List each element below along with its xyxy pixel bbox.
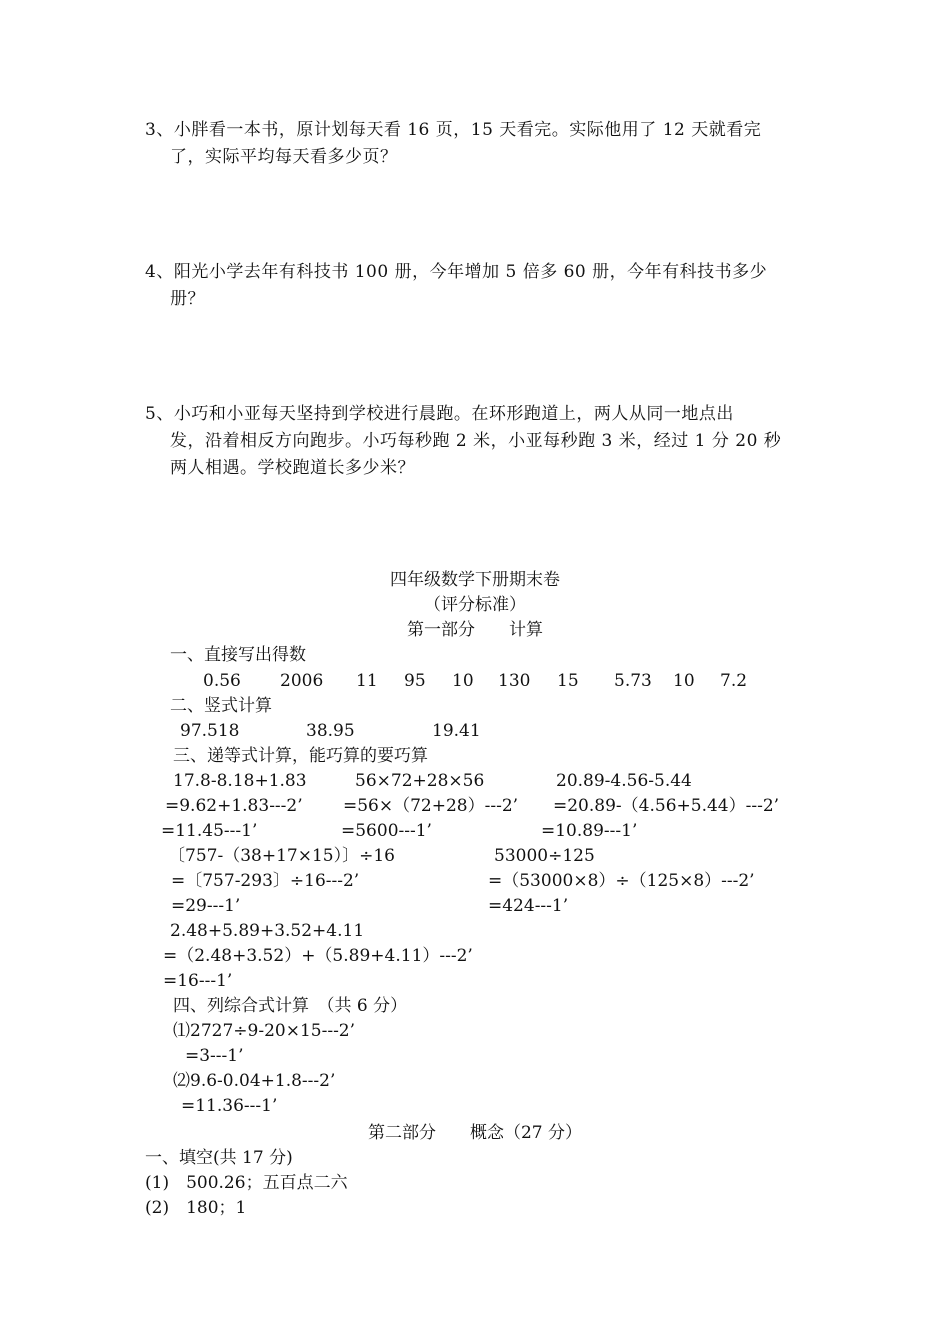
s4-line: =11.36---1’ bbox=[181, 1096, 278, 1116]
question-4-line-1: 4、阳光小学去年有科技书 100 册，今年增加 5 倍多 60 册，今年有科技书多少 bbox=[145, 262, 768, 282]
question-5-line-1: 5、小巧和小亚每天坚持到学校进行晨跑。在环形跑道上，两人从同一地点出 bbox=[145, 404, 734, 424]
section-1-heading: 一、直接写出得数 bbox=[170, 645, 306, 665]
question-5-line-2: 发，沿着相反方向跑步。小巧每秒跑 2 米，小亚每秒跑 3 米，经过 1 分 20 秒 bbox=[170, 431, 782, 451]
s3-step: =9.62+1.83---2’ bbox=[165, 796, 303, 816]
s2-answer: 19.41 bbox=[432, 721, 481, 741]
s3-step: =〔757-293〕÷16---2’ bbox=[171, 871, 360, 891]
section-3-heading: 三、递等式计算，能巧算的要巧算 bbox=[173, 746, 428, 766]
s1-answer: 0.56 bbox=[203, 671, 241, 691]
s3-step: =10.89---1’ bbox=[541, 821, 638, 841]
s3-step: 56×72+28×56 bbox=[355, 771, 485, 791]
s2-answer: 38.95 bbox=[306, 721, 355, 741]
question-3-line-1: 3、小胖看一本书，原计划每天看 16 页，15 天看完。实际他用了 12 天就看完 bbox=[145, 120, 762, 140]
s3-step: =（53000×8）÷（125×8）---2’ bbox=[488, 871, 755, 891]
s3-step: =29---1’ bbox=[171, 896, 241, 916]
part-1-heading: 第一部分 计算 bbox=[407, 620, 543, 640]
s3-step: =11.45---1’ bbox=[161, 821, 258, 841]
s1-answer: 2006 bbox=[280, 671, 324, 691]
s1-answer: 95 bbox=[404, 671, 426, 691]
s1-answer: 15 bbox=[557, 671, 579, 691]
s2-answer: 97.518 bbox=[180, 721, 240, 741]
answer-key-title: 四年级数学下册期末卷 bbox=[390, 570, 560, 590]
fill-in-line: (1) 500.26；五百点二六 bbox=[145, 1173, 348, 1193]
s3-step: 2.48+5.89+3.52+4.11 bbox=[170, 921, 365, 941]
s1-answer: 10 bbox=[452, 671, 474, 691]
section-2-heading: 二、竖式计算 bbox=[170, 696, 272, 716]
s3-step: =16---1’ bbox=[163, 971, 233, 991]
s4-line: =3---1’ bbox=[185, 1046, 244, 1066]
s3-step: 17.8-8.18+1.83 bbox=[173, 771, 307, 791]
question-4-line-2: 册？ bbox=[170, 289, 205, 309]
s3-step: =5600---1’ bbox=[341, 821, 432, 841]
part-2-heading: 第二部分 概念（27 分） bbox=[367, 1123, 583, 1143]
fill-in-line: (2) 180；1 bbox=[145, 1198, 247, 1218]
s3-step: 〔757-（38+17×15）〕÷16 bbox=[168, 846, 395, 866]
s3-step: =20.89-（4.56+5.44）---2’ bbox=[553, 796, 780, 816]
fill-in-heading: 一、填空(共 17 分) bbox=[145, 1148, 293, 1168]
s4-line: ⑵9.6-0.04+1.8---2’ bbox=[173, 1071, 336, 1091]
s3-step: =（2.48+3.52）+（5.89+4.11）---2’ bbox=[163, 946, 473, 966]
question-5-line-3: 两人相遇。学校跑道长多少米？ bbox=[170, 458, 415, 478]
answer-key-subtitle: （评分标准） bbox=[424, 595, 526, 615]
s3-step: =56×（72+28）---2’ bbox=[343, 796, 519, 816]
section-4-heading: 四、列综合式计算 （共 6 分） bbox=[173, 996, 408, 1016]
s1-answer: 130 bbox=[498, 671, 531, 691]
s3-step: 20.89-4.56-5.44 bbox=[556, 771, 692, 791]
s1-answer: 7.2 bbox=[720, 671, 748, 691]
s1-answer: 5.73 bbox=[614, 671, 652, 691]
s1-answer: 10 bbox=[673, 671, 695, 691]
s1-answer: 11 bbox=[356, 671, 378, 691]
s3-step: =424---1’ bbox=[488, 896, 569, 916]
s3-step: 53000÷125 bbox=[494, 846, 595, 866]
question-3-line-2: 了，实际平均每天看多少页？ bbox=[170, 147, 398, 167]
s4-line: ⑴2727÷9-20×15---2’ bbox=[173, 1021, 356, 1041]
